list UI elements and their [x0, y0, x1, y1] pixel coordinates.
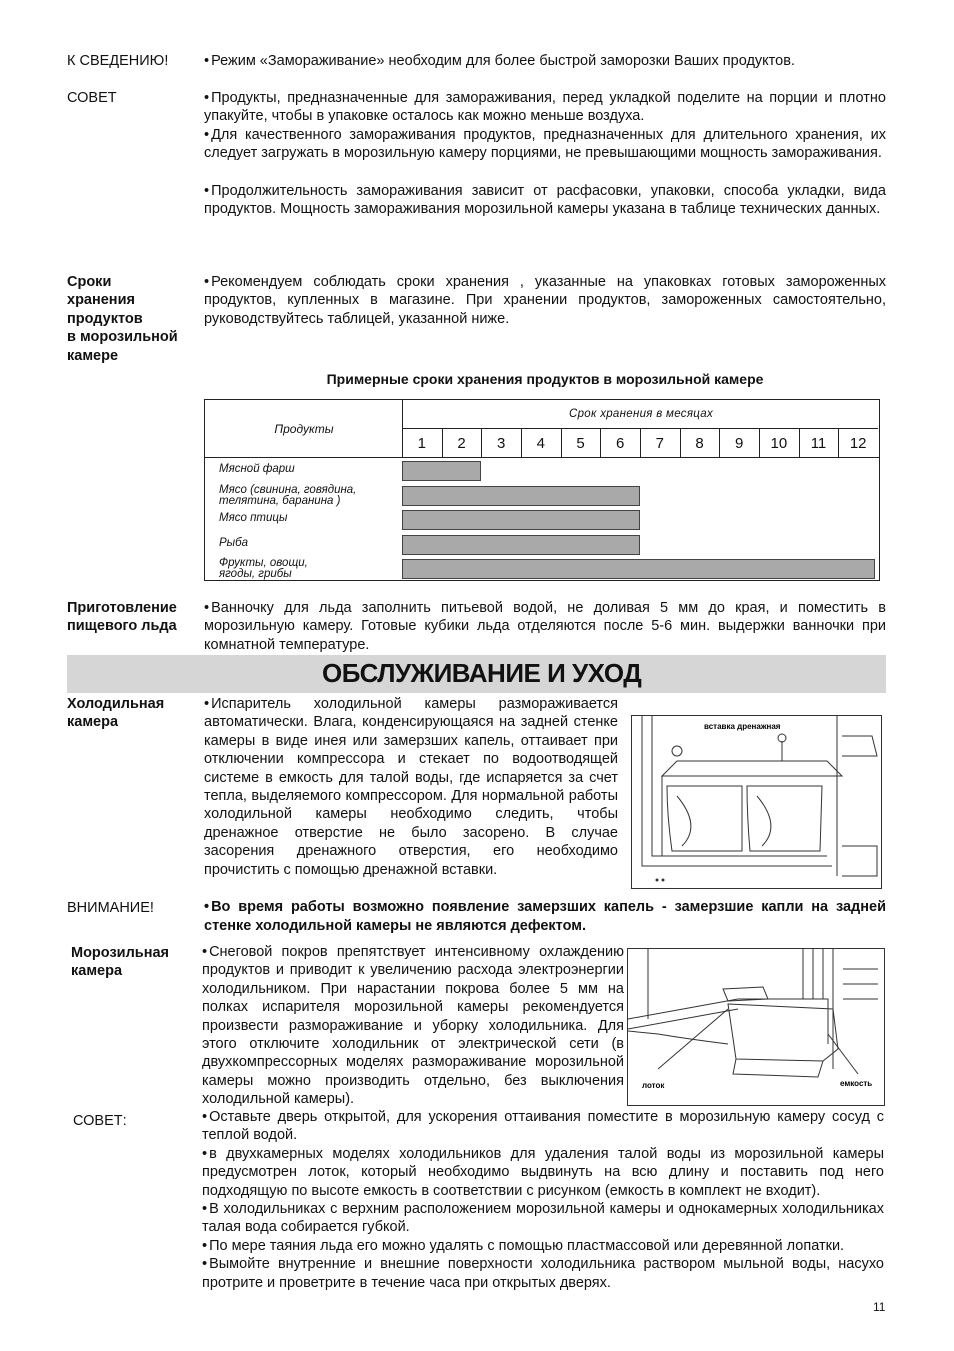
product-name	[219, 485, 356, 507]
freezer-tray-drawing	[628, 949, 884, 1105]
advice-item: • Для качественного замораживания продуктов, предназначенных для длительного хранения, их следует загружать в морозильную камеру порциями, не превышающими мощность замораживания.	[204, 126, 886, 163]
final-advice-item: • В холодильниках с верхним расположением морозильной камеры и однокамерных холодильниках талая вода собирается губкой.	[202, 1200, 884, 1237]
advice-label: СОВЕТ	[67, 90, 117, 106]
warning-text	[204, 898, 886, 936]
month-cell: 6	[615, 434, 625, 452]
freezer-text	[202, 943, 624, 1109]
product-name-line: Мясной фарш	[219, 463, 295, 475]
label-line: пищевого льда	[67, 618, 177, 634]
final-advice-item: • По мере таяния льда его можно удалять с помощью пластмассовой или деревянной лопатки.	[202, 1237, 884, 1255]
month-cell: 12	[849, 434, 867, 452]
months-header: Срок хранения в месяцах	[568, 408, 714, 420]
info-bullet: • Режим «Замораживание» необходим для более быстрой заморозки Ваших продуктов.	[204, 52, 886, 70]
fridge-label	[67, 695, 164, 731]
product-name	[219, 513, 287, 524]
final-advice-text	[202, 1108, 884, 1292]
storage-bar	[402, 510, 640, 530]
label-line: Холодильная	[67, 696, 165, 712]
product-name	[219, 464, 295, 475]
ice-label	[67, 599, 177, 635]
label-line: камера	[67, 714, 119, 730]
month-cell: 3	[496, 434, 506, 452]
month-cell: 1	[417, 434, 426, 452]
month-cell: 8	[695, 434, 704, 452]
month-cell: 10	[770, 434, 788, 452]
product-name-line: Рыба	[219, 536, 248, 549]
advice-item: • Продолжительность замораживания зависит от расфасовки, упаковки, способа укладки, вида продуктов. Мощность замораживания морозильной камеры указана в таблице технических данных.	[204, 182, 886, 219]
ice-bullet: • Ванночку для льда заполнить питьевой водой, не доливая 5 мм до края, и поместить в морозильную камеру. Готовые кубики льда отделяются после 5-6 мин. выдержки ванночки при комнатной температуре.	[204, 599, 886, 654]
storage-bar	[402, 559, 875, 579]
final-advice-item: • Вымойте внутренние и внешние поверхности холодильника раствором мыльной воды, насухо протрите и проветрите в течение часа при открытых дверях.	[202, 1255, 884, 1292]
final-advice-item: • Оставьте дверь открытой, для ускорения оттаивания поместите в морозильную камеру сосуд с теплой водой.	[202, 1108, 884, 1145]
fridge-text	[204, 695, 618, 879]
product-name-line: Мясо (свинина, говядина,	[219, 483, 357, 496]
page-number: 11	[873, 1300, 886, 1314]
month-cell: 11	[810, 434, 827, 452]
label-line: камера	[71, 963, 123, 979]
fridge-drain-illustration	[631, 715, 882, 889]
advice-item: • Продукты, предназначенные для замораживания, перед укладкой поделите на порции и плотно упакуйте, чтобы в упаковке осталось как можно меньше воздуха.	[204, 89, 886, 126]
product-name	[219, 538, 248, 549]
fridge-bullet: • Испаритель холодильной камеры размораживается автоматически. Влага, конденсирующаяся на задней стенке камеры в виде инея или замерзших капель, оттаивает при отключении компрессора и стекает по водоотводящей системе в емкость для талой воды, где испаряется за счет тепла, выделяемого компрессором. Для нормальной работы холодильной камеры необходимо следить, чтобы дренажное отверстие не было засорено. В случае засорения дренажного отверстия, его необходимо прочистить с помощью дренажной вставки.	[204, 695, 618, 879]
table-divider	[205, 457, 879, 458]
label-line: камере	[67, 347, 119, 364]
figure-label-container: емкость	[840, 1079, 873, 1088]
product-name-line: Мясо птицы	[219, 512, 288, 525]
section-title: ОБСЛУЖИВАНИЕ И УХОД	[322, 658, 642, 688]
month-cell: 7	[655, 434, 664, 452]
month-cell: 9	[734, 434, 744, 452]
storage-table	[204, 399, 880, 581]
label-line: Сроки	[67, 274, 112, 290]
final-advice-item: • в двухкамерных моделях холодильников для удаления талой воды из морозильной камеры предусмотрен лоток, который необходимо выдвинуть на всю длину и поставить под него подходящую по высоте емкость в соответствии с рисунком (емкость в комплект не входит).	[202, 1145, 884, 1200]
figure-label-tray: лоток	[642, 1081, 665, 1090]
label-line: хранения	[67, 292, 135, 309]
dot-icon	[656, 879, 659, 882]
fridge-drain-drawing	[632, 716, 881, 888]
storage-bar	[402, 535, 640, 555]
product-name	[219, 558, 308, 580]
month-cell: 2	[457, 434, 466, 452]
product-name-line: ягоды, грибы	[219, 568, 292, 581]
storage-terms-label	[67, 273, 178, 365]
label-line: Морозильная	[71, 945, 169, 961]
products-header: Продукты	[274, 421, 334, 436]
warning-label: ВНИМАНИЕ!	[67, 900, 154, 916]
month-cell: 5	[576, 434, 585, 452]
product-name-line: телятина, баранина )	[219, 494, 341, 507]
warning-bullet: • Во время работы возможно появление замерзших капель - замерзшие капли на задней стенке холодильной камеры не являются дефектом.	[204, 898, 886, 936]
ice-text	[204, 599, 886, 654]
storage-terms-text	[204, 273, 886, 328]
info-label: К СВЕДЕНИЮ!	[67, 53, 169, 69]
storage-bar	[402, 461, 481, 481]
info-text	[204, 52, 886, 70]
figure-label-drain: вставка дренажная	[704, 722, 781, 731]
freezer-tray-illustration	[627, 948, 885, 1106]
storage-bar	[402, 486, 640, 506]
storage-terms-bullet: • Рекомендуем соблюдать сроки хранения , указанные на упаковках готовых замороженных продуктов, купленных в магазине. При хранении продуктов, замороженных самостоятельно, руководствуйтесь таблицей, указанной ниже.	[204, 273, 886, 328]
label-line: Приготовление	[67, 600, 177, 616]
final-advice-label: СОВЕТ:	[73, 1113, 127, 1129]
label-line: продуктов	[67, 310, 143, 327]
product-name-line: Фрукты, овощи,	[219, 557, 308, 570]
table-title: Примерные сроки хранения продуктов в морозильной камере	[326, 371, 764, 387]
advice-text	[204, 89, 886, 218]
dot-icon	[662, 879, 665, 882]
month-cell: 4	[536, 434, 545, 452]
freezer-bullet: • Снеговой покров препятствует интенсивному охлаждению продуктов и приводит к увеличению расхода электроэнергии холодильником. При нарастании покрова более 5 мм на полках испарителя морозильной камеры рекомендуется произвести размораживание и уборку холодильника. Для этого отключите холодильник от электрической сети (в двухкомпрессорных моделях размораживание морозильной камеры можно производить отдельно, без выключения холодильной камеры).	[202, 943, 624, 1109]
label-line: в морозильной	[67, 329, 178, 346]
freezer-label	[71, 944, 169, 980]
